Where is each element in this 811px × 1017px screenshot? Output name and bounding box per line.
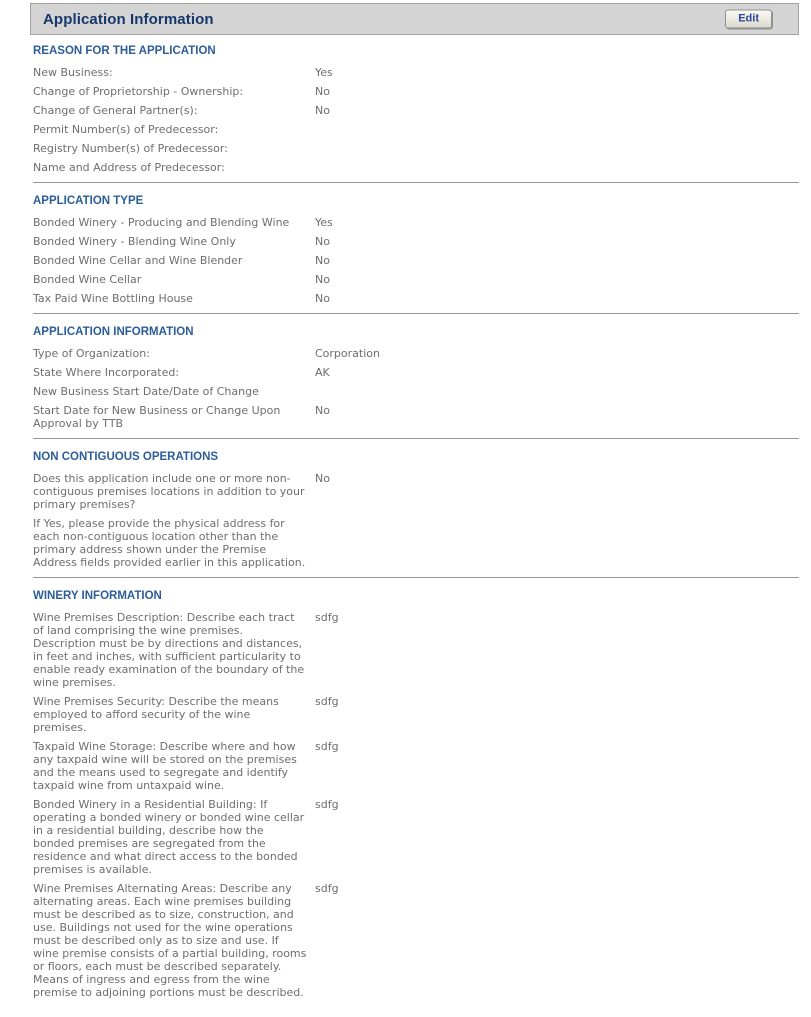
field-label: Bonded Wine Cellar xyxy=(33,273,142,286)
field-label: Wine Premises Alternating Areas: Describe any alternating areas. Each wine premises building must be described as to size, construction, and use. Buildings not used for the wine operations must be described only as to size and use. If wine premise consists of a partial building, rooms or floors, each must be described separately. Means of ingress and egress from the wine premise to adjoining portions must be described. xyxy=(33,882,307,999)
field-value: No xyxy=(315,273,330,286)
field-label: New Business Start Date/Date of Change xyxy=(33,385,259,398)
field-row xyxy=(33,404,799,430)
section-rows xyxy=(33,216,799,305)
section-heading: WINERY INFORMATION xyxy=(33,590,162,602)
field-value: AK xyxy=(315,366,330,379)
section-heading: APPLICATION INFORMATION xyxy=(33,326,194,338)
field-row xyxy=(33,254,799,267)
field-row xyxy=(33,695,799,734)
field-label: Taxpaid Wine Storage: Describe where and how any taxpaid wine will be stored on the premises and the means used to segregate and identify taxpaid wine from untaxpaid wine. xyxy=(33,740,297,792)
field-label: Bonded Winery - Producing and Blending Wine xyxy=(33,216,290,229)
form-section xyxy=(33,45,799,174)
section-divider xyxy=(33,313,799,314)
field-value: No xyxy=(315,85,330,98)
field-value: sdfg xyxy=(315,695,339,708)
section-divider xyxy=(33,577,799,578)
field-value: Yes xyxy=(315,216,333,229)
field-row xyxy=(33,142,799,155)
field-value: sdfg xyxy=(315,611,339,624)
field-row xyxy=(33,798,799,876)
field-row xyxy=(33,472,799,511)
field-value: sdfg xyxy=(315,740,339,753)
field-row xyxy=(33,517,799,569)
section-heading: REASON FOR THE APPLICATION xyxy=(33,45,216,57)
section-rows xyxy=(33,611,799,999)
field-row xyxy=(33,273,799,286)
field-row xyxy=(33,235,799,248)
sections-container xyxy=(30,45,799,999)
section-rows xyxy=(33,347,799,430)
section-rows xyxy=(33,472,799,569)
form-section xyxy=(33,313,799,430)
field-row xyxy=(33,611,799,689)
field-value: No xyxy=(315,235,330,248)
field-label: Name and Address of Predecessor: xyxy=(33,161,225,174)
field-label: Type of Organization: xyxy=(33,347,150,360)
edit-button[interactable]: Edit xyxy=(725,10,772,29)
field-label: Start Date for New Business or Change Upon Approval by TTB xyxy=(33,404,281,430)
section-heading: NON CONTIGUOUS OPERATIONS xyxy=(33,451,219,463)
field-label: Tax Paid Wine Bottling House xyxy=(33,292,193,305)
field-value: No xyxy=(315,254,330,267)
form-section xyxy=(33,438,799,569)
field-label: New Business: xyxy=(33,66,113,79)
section-divider xyxy=(33,438,799,439)
field-value: No xyxy=(315,404,330,417)
field-label: Change of Proprietorship - Ownership: xyxy=(33,85,244,98)
field-row xyxy=(33,347,799,360)
field-value: Corporation xyxy=(315,347,380,360)
section-rows xyxy=(33,66,799,174)
field-row xyxy=(33,292,799,305)
field-row xyxy=(33,385,799,398)
form-section xyxy=(33,577,799,999)
page-title: Application Information xyxy=(43,10,214,28)
field-label: Bonded Winery - Blending Wine Only xyxy=(33,235,236,248)
panel-header xyxy=(30,3,799,35)
field-row xyxy=(33,216,799,229)
section-heading: APPLICATION TYPE xyxy=(33,195,144,207)
field-value: No xyxy=(315,292,330,305)
field-row xyxy=(33,66,799,79)
section-divider xyxy=(33,182,799,183)
field-label: Permit Number(s) of Predecessor: xyxy=(33,123,219,136)
field-value: Yes xyxy=(315,66,333,79)
field-row xyxy=(33,882,799,999)
field-row xyxy=(33,366,799,379)
field-value: No xyxy=(315,472,330,485)
field-value: No xyxy=(315,104,330,117)
field-row xyxy=(33,104,799,117)
field-label: State Where Incorporated: xyxy=(33,366,180,379)
field-value: sdfg xyxy=(315,798,339,811)
field-row xyxy=(33,161,799,174)
field-label: Bonded Winery in a Residential Building: If operating a bonded winery or bonded wine cellar in a residential building, describe how the bonded premises are segregated from the residence and what direct access to the bonded premises is available. xyxy=(33,798,305,876)
field-label: Bonded Wine Cellar and Wine Blender xyxy=(33,254,243,267)
field-label: Change of General Partner(s): xyxy=(33,104,198,117)
field-row xyxy=(33,123,799,136)
field-label: Does this application include one or more non-contiguous premises locations in addition to your primary premises? xyxy=(33,472,305,511)
field-label: Registry Number(s) of Predecessor: xyxy=(33,142,228,155)
form-section xyxy=(33,182,799,305)
field-row xyxy=(33,740,799,792)
field-label: If Yes, please provide the physical address for each non-contiguous location other than the primary address shown under the Premise Address fields provided earlier in this application. xyxy=(33,517,306,569)
field-label: Wine Premises Security: Describe the means employed to afford security of the wine premises. xyxy=(33,695,279,734)
field-value: sdfg xyxy=(315,882,339,895)
field-label: Wine Premises Description: Describe each tract of land comprising the wine premises. Description must be by directions and distances, in feet and inches, with sufficient particularity to enable ready examination of the boundary of the wine premises. xyxy=(33,611,305,689)
field-row xyxy=(33,85,799,98)
